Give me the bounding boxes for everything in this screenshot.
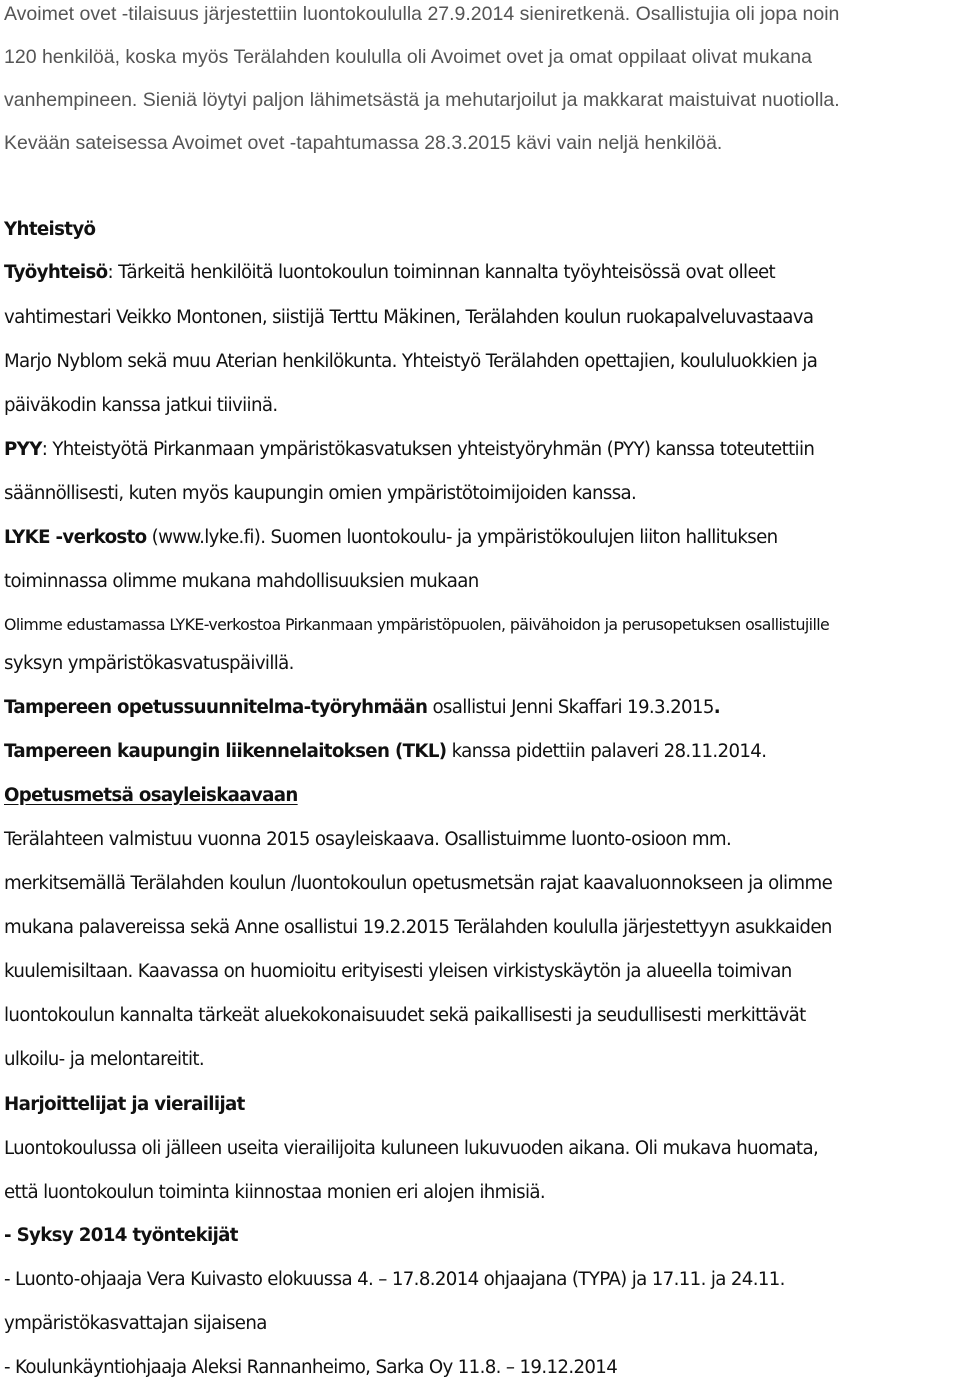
pyy-line: säännöllisesti, kuten myös kaupungin omien ympäristötoimijoiden kanssa. (4, 483, 637, 504)
tyoyhteiso-label: Työyhteisö (4, 262, 108, 283)
tyoyhteiso-text: : Tärkeitä henkilöitä luontokoulun toiminnan kannalta työyhteisössä ovat olleet (107, 262, 776, 283)
intro-line: 120 henkilöä, koska myös Terälahden koululla oli Avoimet ovet ja omat oppilaat olivat mukana (4, 46, 812, 68)
section-heading-opetusmetsa: Opetusmetsä osayleiskaavaan (4, 785, 298, 806)
tyoyhteiso-line: vahtimestari Veikko Montonen, siistijä Terttu Mäkinen, Terälahden koulun ruokapalveluvastaava (4, 307, 814, 328)
tyoyhteiso-paragraph-line (4, 264, 775, 282)
lyke-line: toiminnassa olimme mukana mahdollisuuksien mukaan (4, 571, 479, 592)
opetusmetsa-line: ulkoilu- ja melontareitit. (4, 1049, 204, 1070)
lyke-text: Suomen luontokoulu- ja ympäristökoulujen liiton hallituksen (265, 527, 778, 548)
intro-line: Kevään sateisessa Avoimet ovet -tapahtumassa 28.3.2015 kävi vain neljä henkilöä. (4, 132, 723, 154)
opetusmetsa-line: Terälahteen valmistuu vuonna 2015 osayleiskaava. Osallistuimme luonto-osioon mm. (4, 829, 732, 850)
lyke-small-line: Olimme edustamassa LYKE-verkostoa Pirkanmaan ympäristöpuolen, päivähoidon ja perusopetuksen osallistujille (4, 615, 830, 634)
lyke-label: LYKE -verkosto (4, 527, 147, 548)
intro-line: vanhempineen. Sieniä löytyi paljon lähimetsästä ja mehutarjoilut ja makkarat maistuivat nuotiolla. (4, 89, 840, 111)
opetusmetsa-line: kuulemisiltaan. Kaavassa on huomioitu erityisesti yleisen virkistyskäytön ja alueella toimivan (4, 961, 792, 982)
syksy-line: - Luonto-ohjaaja Vera Kuivasto elokuussa 4. – 17.8.2014 ohjaajana (TYPA) ja 17.11. ja 24.11. (4, 1269, 785, 1290)
section-heading-harjoittelijat: Harjoittelijat ja vierailijat (4, 1094, 245, 1115)
tkl-text: kanssa pidettiin palaveri 28.11.2014. (446, 741, 767, 762)
lyke-paren-open: ( (146, 527, 159, 548)
syksy-line: - Koulunkäyntiohjaaja Aleksi Rannanheimo, Sarka Oy 11.8. – 19.12.2014 (4, 1357, 618, 1378)
pyy-label: PYY (4, 439, 42, 460)
harjoittelijat-line: Luontokoulussa oli jälleen useita vierailijoita kuluneen lukuvuoden aikana. Oli mukava huomata, (4, 1138, 819, 1159)
opetusmetsa-line: mukana palavereissa sekä Anne osallistui 19.2.2015 Terälahden koululla järjestettyyn asukkaiden (4, 917, 832, 938)
syksy-line: ympäristökasvattajan sijaisena (4, 1313, 267, 1334)
pyy-paragraph-line (4, 441, 814, 459)
tkl-paragraph-line (4, 743, 766, 761)
pyy-text: : Yhteistyötä Pirkanmaan ympäristökasvatuksen yhteistyöryhmän (PYY) kanssa toteutettiin (41, 439, 815, 460)
syksy-heading: - Syksy 2014 työntekijät (4, 1225, 238, 1246)
tkl-label: Tampereen kaupungin liikennelaitoksen (TKL) (4, 741, 447, 762)
ops-label: Tampereen opetussuunnitelma-työryhmään (4, 697, 428, 718)
lyke-paragraph-line (4, 529, 778, 547)
opetusmetsa-line: merkitsemällä Terälahden koulun /luontokoulun opetusmetsän rajat kaavaluonnokseen ja olimme (4, 873, 833, 894)
opetusmetsa-line: luontokoulun kannalta tärkeät aluekokonaisuudet sekä paikallisesti ja seudullisesti merkittävät (4, 1005, 806, 1026)
lyke-line: syksyn ympäristökasvatuspäivillä. (4, 653, 294, 674)
ops-paragraph-line (4, 699, 720, 717)
ops-end: . (713, 697, 721, 718)
lyke-paren-close: ). (253, 527, 266, 548)
harjoittelijat-line: että luontokoulun toiminta kiinnostaa monien eri alojen ihmisiä. (4, 1182, 545, 1203)
ops-text: osallistui Jenni Skaffari 19.3.2015 (427, 697, 714, 718)
lyke-link[interactable]: www.lyke.fi (158, 527, 254, 548)
tyoyhteiso-line: päiväkodin kanssa jatkui tiiviinä. (4, 395, 278, 416)
tyoyhteiso-line: Marjo Nyblom sekä muu Aterian henkilökunta. Yhteistyö Terälahden opettajien, koululuokkien ja (4, 351, 818, 372)
intro-line: Avoimet ovet -tilaisuus järjestettiin luontokoululla 27.9.2014 sieniretkenä. Osallistujia oli jopa noin (4, 3, 840, 25)
section-heading-yhteistyo: Yhteistyö (4, 219, 96, 240)
